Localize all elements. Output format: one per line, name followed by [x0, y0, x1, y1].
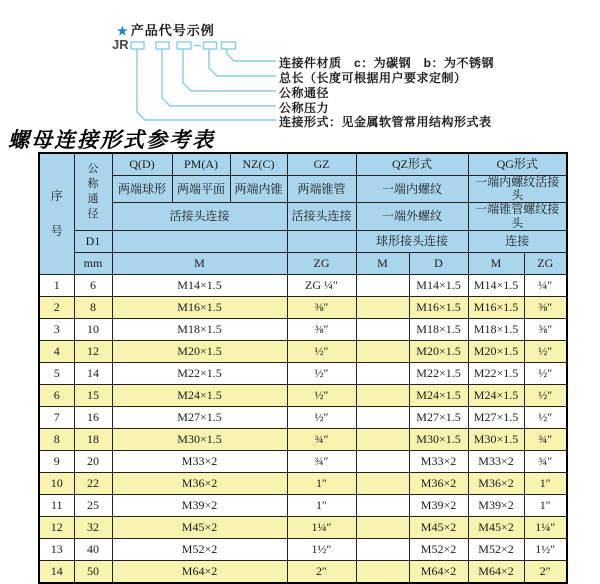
header-pm: PM(A): [172, 153, 230, 176]
header-q-desc: 两端球形: [112, 176, 172, 203]
leader-line-3: [183, 49, 276, 91]
cell-gz: ½″: [287, 384, 356, 406]
cell-qg-zg: ¾″: [524, 450, 567, 472]
cell-qz-m: [356, 428, 409, 450]
header-row-2: [39, 176, 567, 203]
header-qz-form: QZ形式: [356, 153, 468, 176]
cell-qz-d: M64×2: [409, 560, 468, 583]
cell-m: M16×1.5: [112, 296, 287, 318]
cell-qz-m: [356, 318, 409, 340]
cell-seq: 9: [39, 450, 74, 472]
table-row: [39, 428, 567, 450]
header-q: Q(D): [112, 153, 172, 176]
header-qg-zg: ZG: [524, 252, 567, 274]
cell-dn: 22: [74, 472, 112, 494]
cell-qg-zg: ½″: [524, 384, 567, 406]
table-row: [39, 516, 567, 538]
cell-m: M14×1.5: [112, 274, 287, 296]
cell-m: M64×2: [112, 560, 287, 583]
cell-qg-zg: 1″: [524, 494, 567, 516]
label-nominal-diameter: 公称通径: [279, 86, 330, 100]
cell-qg-zg: 1¼″: [524, 516, 567, 538]
cell-dn: 10: [74, 318, 112, 340]
leader-line-4: [162, 49, 276, 106]
table-row: [39, 560, 567, 583]
cell-seq: 11: [39, 494, 74, 516]
cell-seq: 14: [39, 560, 74, 583]
cell-seq: 7: [39, 406, 74, 428]
header-qz-connect: 球形接头连接: [356, 230, 468, 252]
cell-gz: 1″: [287, 472, 356, 494]
cell-seq: 13: [39, 538, 74, 560]
header-gz-desc: 两端锥管: [287, 176, 356, 203]
cell-qz-d: M16×1.5: [409, 296, 468, 318]
cell-dn: 50: [74, 560, 112, 583]
header-row-3: [39, 203, 567, 230]
code-box-1: [131, 42, 144, 49]
table-row: [39, 538, 567, 560]
cell-qz-m: [356, 494, 409, 516]
cell-qg-zg: ½″: [524, 340, 567, 362]
header-qz-desc2: 一端外螺纹: [356, 203, 468, 230]
cell-seq: 8: [39, 428, 74, 450]
cell-gz: ½″: [287, 406, 356, 428]
cell-qz-d: M22×1.5: [409, 362, 468, 384]
header-qg-m: M: [468, 252, 524, 274]
cell-qg-m: M18×1.5: [468, 318, 524, 340]
table-row: [39, 340, 567, 362]
cell-dn: 16: [74, 406, 112, 428]
header-qg-desc2: 一端锥管螺纹接头: [468, 203, 567, 230]
cell-qg-m: M16×1.5: [468, 296, 524, 318]
header-nz: NZ(C): [230, 153, 287, 176]
cell-qz-d: M20×1.5: [409, 340, 468, 362]
cell-qg-m: M64×2: [468, 560, 524, 583]
cell-gz: ⅜″: [287, 296, 356, 318]
cell-qz-d: M30×1.5: [409, 428, 468, 450]
header-qz-desc1: 一端内螺纹: [356, 176, 468, 203]
label-nominal-pressure: 公称压力: [279, 101, 330, 115]
table-row: [39, 406, 567, 428]
empty-cell: [112, 230, 287, 252]
cell-m: M39×2: [112, 494, 287, 516]
cell-m: M30×1.5: [112, 428, 287, 450]
cell-dn: 8: [74, 296, 112, 318]
cell-dn: 25: [74, 494, 112, 516]
cell-m: M20×1.5: [112, 340, 287, 362]
cell-dn: 14: [74, 362, 112, 384]
code-box-5: [222, 42, 236, 49]
cell-qg-m: M27×1.5: [468, 406, 524, 428]
cell-m: M52×2: [112, 538, 287, 560]
product-code-prefix: JR: [112, 37, 129, 52]
header-zg: ZG: [287, 252, 356, 274]
cell-gz: ½″: [287, 340, 356, 362]
cell-qz-d: M18×1.5: [409, 318, 468, 340]
cell-seq: 4: [39, 340, 74, 362]
header-union-connect: 活接头连接: [112, 203, 287, 230]
cell-qz-d: M33×2: [409, 450, 468, 472]
cell-qg-zg: ⅜″: [524, 318, 567, 340]
cell-qz-d: M27×1.5: [409, 406, 468, 428]
cell-seq: 5: [39, 362, 74, 384]
cell-gz: 1″: [287, 494, 356, 516]
cell-qz-d: M52×2: [409, 538, 468, 560]
cell-qg-zg: ¼″: [524, 274, 567, 296]
label-total-length: 总长（长度可根据用户要求定制）: [279, 71, 467, 85]
cell-qg-m: M14×1.5: [468, 274, 524, 296]
header-qz-d: D: [409, 252, 468, 274]
table-row: [39, 296, 567, 318]
cell-qz-d: M45×2: [409, 516, 468, 538]
header-nz-desc: 两端内锥: [230, 176, 287, 203]
empty-cell: [287, 230, 356, 252]
cell-qz-d: M36×2: [409, 472, 468, 494]
cell-qg-zg: ½″: [524, 406, 567, 428]
cell-gz: ZG ¼″: [287, 274, 356, 296]
header-m: M: [112, 252, 287, 274]
cell-dn: 15: [74, 384, 112, 406]
cell-qg-m: M24×1.5: [468, 384, 524, 406]
header-d1: D1: [74, 230, 112, 252]
star-icon: ★: [117, 24, 129, 38]
label-connection-form: 连接形式：见金属软管常用结构形式表: [279, 115, 492, 129]
table-row: [39, 494, 567, 516]
leader-line-5: [137, 49, 276, 120]
cell-seq: 6: [39, 384, 74, 406]
cell-qz-m: [356, 538, 409, 560]
cell-qz-m: [356, 406, 409, 428]
code-box-3: [177, 42, 191, 49]
table-row: [39, 274, 567, 296]
cell-qz-m: [356, 450, 409, 472]
header-gz-connect: 活接头连接: [287, 203, 356, 230]
cell-seq: 12: [39, 516, 74, 538]
cell-qz-m: [356, 362, 409, 384]
cell-qg-zg: 1½″: [524, 538, 567, 560]
cell-gz: 2″: [287, 560, 356, 583]
leader-line-1: [227, 49, 276, 61]
header-row-4: [39, 230, 567, 252]
cell-qz-d: M24×1.5: [409, 384, 468, 406]
table-row: [39, 384, 567, 406]
product-code-heading-text: 产品代号示例: [130, 23, 215, 38]
header-gz: GZ: [287, 153, 356, 176]
cell-qg-zg: 2″: [524, 560, 567, 583]
header-row-5: [39, 252, 567, 274]
cell-qg-m: M52×2: [468, 538, 524, 560]
cell-seq: 1: [39, 274, 74, 296]
cell-qz-m: [356, 472, 409, 494]
cell-qz-m: [356, 516, 409, 538]
table-row: [39, 318, 567, 340]
cell-seq: 3: [39, 318, 74, 340]
cell-gz: 1½″: [287, 538, 356, 560]
cell-qz-m: [356, 340, 409, 362]
cell-seq: 2: [39, 296, 74, 318]
cell-m: M45×2: [112, 516, 287, 538]
table-row: [39, 450, 567, 472]
header-qz-m: M: [356, 252, 409, 274]
cell-dn: 6: [74, 274, 112, 296]
cell-dn: 32: [74, 516, 112, 538]
cell-m: M24×1.5: [112, 384, 287, 406]
cell-m: M27×1.5: [112, 406, 287, 428]
cell-dn: 12: [74, 340, 112, 362]
header-unit: mm: [74, 252, 112, 274]
cell-qg-m: M33×2: [468, 450, 524, 472]
cell-m: M33×2: [112, 450, 287, 472]
cell-m: M18×1.5: [112, 318, 287, 340]
label-material: 连接件材质 c：为碳钢 b：为不锈钢: [279, 56, 495, 70]
code-box-4: [204, 42, 217, 49]
cell-qz-m: [356, 296, 409, 318]
cell-m: M22×1.5: [112, 362, 287, 384]
cell-qg-zg: ½″: [524, 362, 567, 384]
header-pm-desc: 两端平面: [172, 176, 230, 203]
leader-line-2: [209, 49, 276, 76]
cell-qg-m: M22×1.5: [468, 362, 524, 384]
cell-dn: 18: [74, 428, 112, 450]
cell-seq: 10: [39, 472, 74, 494]
cell-qz-m: [356, 384, 409, 406]
cell-gz: ¾″: [287, 428, 356, 450]
cell-qg-m: M36×2: [468, 472, 524, 494]
cell-qz-m: [356, 560, 409, 583]
cell-qg-m: M30×1.5: [468, 428, 524, 450]
table-row: [39, 472, 567, 494]
cell-qg-zg: 1″: [524, 472, 567, 494]
code-box-2: [156, 42, 169, 49]
header-seq: 序号: [39, 153, 74, 274]
header-qg-connect: 连接: [468, 230, 567, 252]
header-qg-desc1: 一端内螺纹活接头: [468, 176, 567, 203]
cell-qz-m: [356, 274, 409, 296]
header-dn: 公称通径: [74, 153, 112, 230]
cell-qz-d: M39×2: [409, 494, 468, 516]
table-row: [39, 362, 567, 384]
cell-qg-zg: ⅜″: [524, 296, 567, 318]
cell-m: M36×2: [112, 472, 287, 494]
cell-gz: ⅜″: [287, 318, 356, 340]
cell-gz: 1¼″: [287, 516, 356, 538]
nut-connection-table: [38, 152, 568, 584]
cell-dn: 40: [74, 538, 112, 560]
cell-qg-zg: ¾″: [524, 428, 567, 450]
cell-dn: 20: [74, 450, 112, 472]
cell-qg-m: M39×2: [468, 494, 524, 516]
cell-qg-m: M20×1.5: [468, 340, 524, 362]
cell-qg-m: M45×2: [468, 516, 524, 538]
cell-gz: ¾″: [287, 450, 356, 472]
cell-qz-d: M14×1.5: [409, 274, 468, 296]
header-row-1: [39, 153, 567, 176]
cell-gz: ½″: [287, 362, 356, 384]
table-title: 螺母连接形式参考表: [8, 127, 215, 152]
header-qg-form: QG形式: [468, 153, 567, 176]
